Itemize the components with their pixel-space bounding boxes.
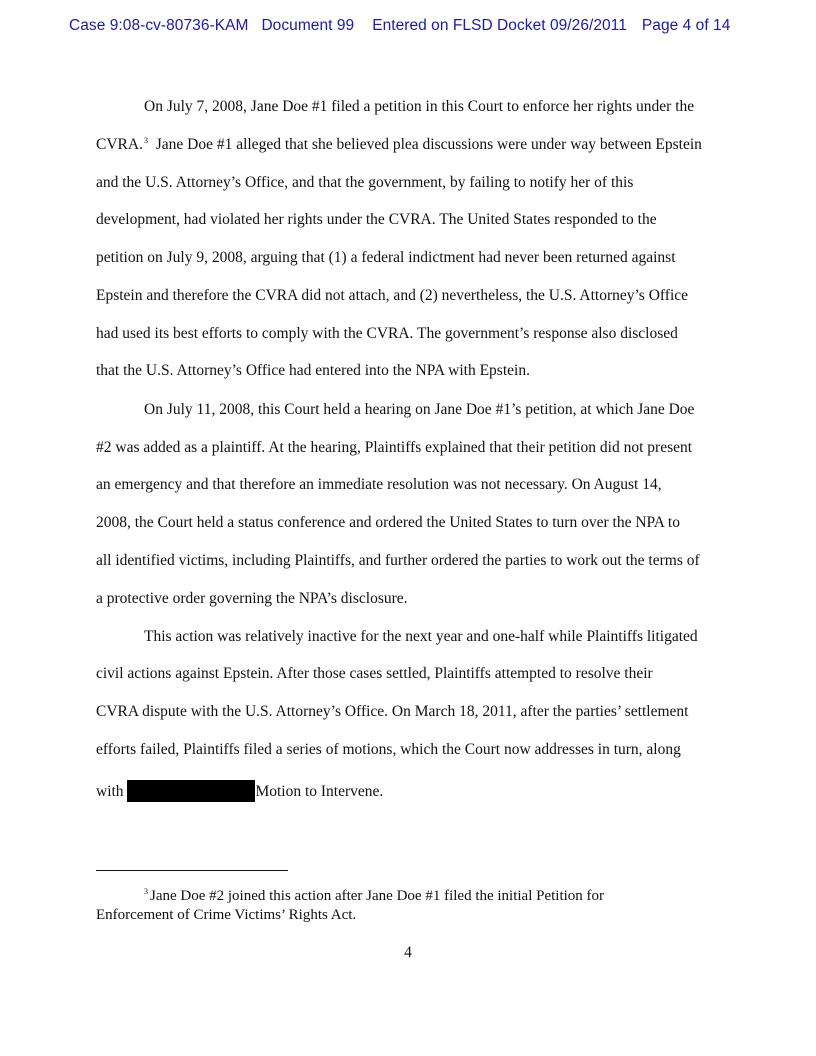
docket-header: [69, 17, 730, 35]
body-line: petition on July 9, 2008, arguing that (1) a federal indictment had never been returned against: [96, 249, 676, 266]
body-line: On July 11, 2008, this Court held a hearing on Jane Doe #1’s petition, at which Jane Doe: [144, 401, 695, 418]
body-text: CVRA.: [96, 136, 143, 153]
footnote-number: 3: [144, 887, 148, 896]
body-line: CVRA dispute with the U.S. Attorney’s Office. On March 18, 2011, after the parties’ settlement: [96, 703, 689, 720]
body-line: development, had violated her rights under the CVRA. The United States responded to the: [96, 211, 657, 228]
body-line: 2008, the Court held a status conference and ordered the United States to turn over the NPA to: [96, 514, 680, 531]
footnote-line: Enforcement of Crime Victims’ Rights Act.: [96, 907, 357, 923]
document-number: Document 99: [261, 17, 355, 34]
body-line: a protective order governing the NPA’s disclosure.: [96, 590, 408, 607]
body-line: #2 was added as a plaintiff. At the hearing, Plaintiffs explained that their petition did not present: [96, 439, 693, 456]
body-line: efforts failed, Plaintiffs filed a series of motions, which the Court now addresses in turn, along: [96, 741, 681, 758]
body-line: an emergency and that therefore an immediate resolution was not necessary. On August 14,: [96, 476, 662, 493]
body-line: On July 7, 2008, Jane Doe #1 filed a petition in this Court to enforce her rights under the: [144, 98, 695, 115]
footnote-text: Jane Doe #2 joined this action after Jane Doe #1 filed the initial Petition for: [150, 888, 605, 904]
body-line: that the U.S. Attorney’s Office had entered into the NPA with Epstein.: [96, 362, 530, 379]
body-line: had used its best efforts to comply with the CVRA. The government’s response also disclosed: [96, 325, 678, 342]
body-line: civil actions against Epstein. After those cases settled, Plaintiffs attempted to resolve their: [96, 665, 653, 682]
body-line: Epstein and therefore the CVRA did not attach, and (2) nevertheless, the U.S. Attorney’s Office: [96, 287, 689, 304]
body-text: Motion to Intervene.: [255, 783, 384, 800]
body-line: and the U.S. Attorney’s Office, and that the government, by failing to notify her of this: [96, 174, 634, 191]
body-text: with: [96, 783, 128, 800]
body-line: This action was relatively inactive for the next year and one-half while Plaintiffs litigated: [144, 628, 698, 645]
redaction-block: [127, 780, 255, 802]
docket-entry: Entered on FLSD Docket 09/26/2011: [372, 17, 627, 34]
body-line: all identified victims, including Plaintiffs, and further ordered the parties to work out the terms of: [96, 552, 700, 569]
page-number: 4: [404, 944, 412, 961]
footnote-separator: [96, 870, 288, 871]
footnote-reference: 3: [143, 135, 148, 145]
footnote-line: [144, 889, 604, 904]
body-text: Jane Doe #1 alleged that she believed plea discussions were under way between Epstein: [147, 136, 702, 153]
body-line: [96, 780, 383, 802]
case-number: Case 9:08-cv-80736-KAM: [69, 17, 249, 34]
page-indicator: Page 4 of 14: [641, 17, 731, 34]
body-line: [96, 137, 702, 153]
